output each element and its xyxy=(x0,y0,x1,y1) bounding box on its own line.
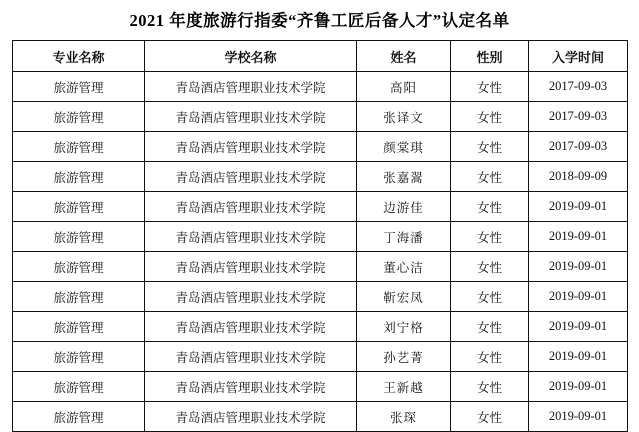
cell-name: 丁海潘 xyxy=(357,222,451,252)
cell-gender: 女性 xyxy=(451,372,529,402)
table-row xyxy=(13,342,628,372)
cell-major: 旅游管理 xyxy=(13,252,145,282)
cell-gender: 女性 xyxy=(451,162,529,192)
cell-name: 高阳 xyxy=(357,72,451,102)
cell-enrollment-date: 2019-09-01 xyxy=(529,252,628,282)
cell-enrollment-date: 2017-09-03 xyxy=(529,102,628,132)
table-row xyxy=(13,72,628,102)
cell-major: 旅游管理 xyxy=(13,342,145,372)
table-header xyxy=(13,41,628,72)
table-row xyxy=(13,102,628,132)
cell-enrollment-date: 2019-09-01 xyxy=(529,402,628,432)
cell-enrollment-date: 2017-09-03 xyxy=(529,132,628,162)
cell-gender: 女性 xyxy=(451,102,529,132)
cell-major: 旅游管理 xyxy=(13,282,145,312)
table-header-row xyxy=(13,41,628,72)
cell-school: 青岛酒店管理职业技术学院 xyxy=(145,282,357,312)
cell-name: 张琛 xyxy=(357,402,451,432)
cell-school: 青岛酒店管理职业技术学院 xyxy=(145,312,357,342)
column-header-gender: 性别 xyxy=(451,41,529,72)
cell-school: 青岛酒店管理职业技术学院 xyxy=(145,102,357,132)
cell-enrollment-date: 2019-09-01 xyxy=(529,372,628,402)
cell-name: 张译文 xyxy=(357,102,451,132)
cell-gender: 女性 xyxy=(451,312,529,342)
cell-school: 青岛酒店管理职业技术学院 xyxy=(145,342,357,372)
cell-gender: 女性 xyxy=(451,402,529,432)
cell-school: 青岛酒店管理职业技术学院 xyxy=(145,192,357,222)
cell-major: 旅游管理 xyxy=(13,192,145,222)
cell-enrollment-date: 2019-09-01 xyxy=(529,312,628,342)
cell-school: 青岛酒店管理职业技术学院 xyxy=(145,162,357,192)
column-header-major: 专业名称 xyxy=(13,41,145,72)
table-row xyxy=(13,162,628,192)
page-title: 2021 年度旅游行指委“齐鲁工匠后备人才”认定名单 xyxy=(129,11,510,30)
table-body xyxy=(13,72,628,432)
table-row xyxy=(13,132,628,162)
cell-major: 旅游管理 xyxy=(13,72,145,102)
cell-gender: 女性 xyxy=(451,72,529,102)
cell-enrollment-date: 2017-09-03 xyxy=(529,72,628,102)
cell-major: 旅游管理 xyxy=(13,312,145,342)
cell-school: 青岛酒店管理职业技术学院 xyxy=(145,402,357,432)
cell-major: 旅游管理 xyxy=(13,222,145,252)
table-row xyxy=(13,192,628,222)
cell-gender: 女性 xyxy=(451,282,529,312)
cell-gender: 女性 xyxy=(451,252,529,282)
cell-gender: 女性 xyxy=(451,342,529,372)
cell-major: 旅游管理 xyxy=(13,132,145,162)
column-header-school: 学校名称 xyxy=(145,41,357,72)
column-header-enrollment-date: 入学时间 xyxy=(529,41,628,72)
table-row xyxy=(13,312,628,342)
cell-gender: 女性 xyxy=(451,132,529,162)
table-row xyxy=(13,222,628,252)
table-row xyxy=(13,402,628,432)
cell-name: 颜棠琪 xyxy=(357,132,451,162)
column-header-name: 姓名 xyxy=(357,41,451,72)
cell-school: 青岛酒店管理职业技术学院 xyxy=(145,132,357,162)
table-row xyxy=(13,252,628,282)
cell-enrollment-date: 2019-09-01 xyxy=(529,192,628,222)
table-row xyxy=(13,372,628,402)
cell-school: 青岛酒店管理职业技术学院 xyxy=(145,72,357,102)
cell-school: 青岛酒店管理职业技术学院 xyxy=(145,372,357,402)
cell-enrollment-date: 2018-09-09 xyxy=(529,162,628,192)
cell-name: 边游佳 xyxy=(357,192,451,222)
cell-school: 青岛酒店管理职业技术学院 xyxy=(145,222,357,252)
cell-enrollment-date: 2019-09-01 xyxy=(529,282,628,312)
cell-gender: 女性 xyxy=(451,192,529,222)
cell-name: 王新越 xyxy=(357,372,451,402)
cell-enrollment-date: 2019-09-01 xyxy=(529,222,628,252)
cell-name: 孙艺菁 xyxy=(357,342,451,372)
cell-name: 靳宏凤 xyxy=(357,282,451,312)
cell-major: 旅游管理 xyxy=(13,162,145,192)
cell-name: 董心洁 xyxy=(357,252,451,282)
cell-school: 青岛酒店管理职业技术学院 xyxy=(145,252,357,282)
roster-table xyxy=(12,40,628,432)
table-row xyxy=(13,282,628,312)
cell-enrollment-date: 2019-09-01 xyxy=(529,342,628,372)
cell-major: 旅游管理 xyxy=(13,402,145,432)
cell-name: 张嘉翯 xyxy=(357,162,451,192)
cell-name: 刘宁格 xyxy=(357,312,451,342)
cell-major: 旅游管理 xyxy=(13,372,145,402)
cell-gender: 女性 xyxy=(451,222,529,252)
cell-major: 旅游管理 xyxy=(13,102,145,132)
